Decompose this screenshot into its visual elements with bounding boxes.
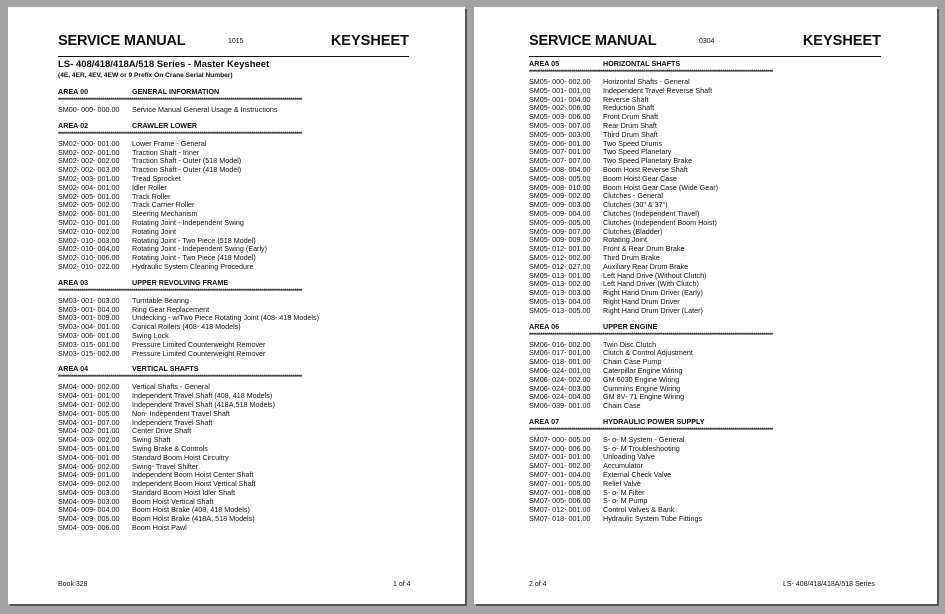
header-revision-code: 1015 (228, 38, 244, 45)
entry-title: Traction Shaft - Outer (518 Model) (132, 156, 242, 166)
entry-code: SM05- 012- 002.00 (529, 252, 591, 262)
entry-title: Cummins Engine Wiring (603, 383, 681, 393)
entry-code: SM03- 015- 002.00 (58, 348, 120, 358)
area-number: AREA 03 (58, 277, 89, 287)
entry-code: SM05- 005- 003.00 (529, 129, 591, 139)
entry-code: SM05- 002- 006.00 (529, 103, 591, 113)
entry-title: Center Drive Shaft (132, 426, 192, 436)
entry-title: Boom Hoist Reverse Shaft (603, 164, 688, 174)
entry-title: Ring Gear Replacement (132, 304, 210, 314)
entry-title: Conical Rollers (408- 418 Models) (132, 322, 241, 332)
area-name: UPPER REVOLVING FRAME (132, 277, 229, 287)
header-service-manual: SERVICE MANUAL (58, 33, 186, 49)
asterisk-separator: ****************************************************************************************************************************** (58, 288, 302, 295)
entry-title: Undecking - w/Two Piece Rotating Joint (408- 418 Models) (132, 313, 319, 323)
entry-title: Control Valves & Bank (603, 505, 675, 515)
entry-code: SM05- 007- 001.00 (529, 147, 591, 157)
entry-title: Clutches - General (603, 191, 663, 201)
entry-code: SM05- 008- 005.00 (529, 173, 591, 183)
entry-code: SM05- 008- 004.00 (529, 164, 591, 174)
entry-code: SM04- 006- 001.00 (58, 452, 120, 462)
entry-title: Auxiliary Rear Drum Brake (603, 261, 689, 271)
entry-title: Caterpillar Engine Wiring (603, 365, 683, 375)
entry-code: SM02- 010- 022.00 (58, 261, 120, 271)
entry-code: SM05- 009- 005.00 (529, 217, 591, 227)
area-name: GENERAL INFORMATION (132, 87, 220, 96)
entry-code: SM05- 006- 001.00 (529, 138, 591, 148)
area-list (58, 88, 409, 533)
area-name: HYDRAULIC POWER SUPPLY (603, 416, 705, 426)
entry-code: SM07- 001- 001.00 (529, 452, 591, 462)
entry-title: Boom Hoist Brake (418A, 518 Models) (132, 514, 255, 524)
keysheet-entry (58, 524, 409, 533)
asterisk-separator: ****************************************************************************************************************************** (58, 98, 302, 104)
entry-title: Swing Brake & Controls (132, 443, 208, 453)
entry-code: SM07- 001- 008.00 (529, 487, 591, 497)
entry-title: Standard Boom Hoist Idler Shaft (132, 487, 236, 497)
area-number: AREA 00 (58, 87, 89, 96)
area-heading (529, 60, 881, 69)
entry-code: SM07- 012- 001.00 (529, 505, 591, 515)
area-heading (58, 365, 409, 374)
entry-title: S- o- M System - General (603, 434, 685, 444)
entry-title: Swing Lock (132, 330, 169, 340)
entry-code: SM07- 001- 002.00 (529, 461, 591, 471)
page-body (58, 59, 409, 533)
entry-title: Independent Travel Shaft (418A,518 Models) (132, 399, 276, 409)
entry-code: SM05- 000- 002.00 (529, 77, 591, 86)
area-name: HORIZONTAL SHAFTS (603, 59, 681, 68)
asterisk-separator: ****************************************************************************************************************************** (529, 332, 773, 339)
entry-title: Reduction Shaft (603, 103, 655, 113)
entry-code: SM02- 010- 004.00 (58, 244, 120, 254)
entry-title: Tread Sprocket (132, 173, 181, 183)
entry-title: Swing Shaft (132, 435, 171, 445)
entry-title: Rotating Joint - Two Piece (518 Model) (132, 235, 256, 245)
entry-title: Two Speed Planetary (603, 147, 672, 157)
entry-title: Reverse Shaft (603, 94, 649, 104)
area-name: VERTICAL SHAFTS (132, 364, 199, 374)
entry-title: Independent Boom Hoist Vertical Shaft (132, 479, 256, 489)
entry-title: Rotating Joint - Independent Swing (Early) (132, 244, 268, 254)
entry-code: SM04- 006- 002.00 (58, 461, 120, 471)
entry-title: Traction Shaft - Inner (132, 147, 200, 157)
entry-code: SM06- 039- 001.00 (529, 401, 591, 411)
entry-code: SM05- 013- 005.00 (529, 305, 591, 315)
entry-code: SM04- 002- 001.00 (58, 426, 120, 436)
entry-title: GM 6030 Engine Wiring (603, 374, 680, 384)
entry-title: Boom Hoist Gear Case (Wide Gear) (603, 182, 719, 192)
entry-title: Unloading Valve (603, 452, 655, 462)
entry-code: SM07- 000- 005.00 (529, 434, 591, 444)
page-header (529, 32, 881, 57)
document-title: LS- 408/418/418A/518 Series - Master Keysheet (58, 59, 270, 70)
header-keysheet: KEYSHEET (330, 33, 409, 49)
entry-title: Service Manual General Usage & Instructions (132, 105, 278, 114)
entry-title: Pressure Limited Counterweight Remover (132, 348, 266, 358)
entry-title: Rotating Joint - Two Piece (418 Model) (132, 253, 256, 263)
entry-title: Left Hand Drive (Without Clutch) (603, 270, 707, 280)
asterisk-separator: ****************************************************************************************************************************** (58, 375, 302, 382)
page-header (58, 32, 409, 57)
entry-code: SM00- 000- 000.00 (58, 105, 120, 114)
entry-title: Right Hand Drum Driver (Later) (603, 305, 703, 315)
keysheet-entry (58, 350, 409, 359)
entry-code: SM02- 000- 001.00 (58, 138, 120, 148)
entry-code: SM05- 013- 004.00 (529, 296, 591, 306)
document-subtitle: (4E, 4ER, 4EV, 4EW or 9 Prefix On Crane Serial Number) (58, 72, 233, 79)
entry-title: S- o- M Troubleshooting (603, 443, 680, 453)
entry-code: SM04- 009- 003.00 (58, 496, 120, 506)
asterisk-separator: ****************************************************************************************************************************** (529, 70, 773, 76)
entry-code: SM04- 005- 001.00 (58, 443, 120, 453)
entry-code: SM05- 001- 004.00 (529, 94, 591, 104)
entry-code: SM04- 009- 003.00 (58, 487, 120, 497)
entry-code: SM07- 001- 004.00 (529, 470, 591, 480)
entry-title: Rotating Joint (132, 226, 176, 236)
entry-code: SM06- 024- 003.00 (529, 383, 591, 393)
area-name: UPPER ENGINE (603, 321, 658, 331)
keysheet-entry (58, 263, 409, 272)
area-number: AREA 06 (529, 321, 560, 331)
entry-code: SM05- 012- 027.00 (529, 261, 591, 271)
entry-code: SM02- 002- 001.00 (58, 147, 120, 157)
entry-title: Independent Boom Hoist Center Shaft (132, 470, 254, 480)
entry-code: SM02- 005- 001.00 (58, 191, 120, 201)
area-heading (58, 88, 409, 97)
entry-title: GM 8V- 71 Engine Wiring (603, 392, 685, 402)
entry-code: SM07- 000- 006.00 (529, 443, 591, 453)
entry-title: Clutch & Control Adjustment (603, 348, 693, 358)
entry-code: SM06- 024- 002.00 (529, 374, 591, 384)
entry-title: Front & Rear Drum Brake (603, 244, 685, 254)
keysheet-entry (529, 402, 881, 411)
entry-code: SM03- 006- 001.00 (58, 330, 120, 340)
entry-title: Horizontal Shafts - General (603, 77, 690, 86)
entry-code: SM07- 005- 006.00 (529, 496, 591, 506)
entry-code: SM05- 007- 007.00 (529, 156, 591, 166)
entry-code: SM07- 018- 001.00 (529, 514, 591, 524)
entry-title: Right Hand Drum Driver (603, 296, 680, 306)
entry-code: SM05- 003- 007.00 (529, 120, 591, 130)
entry-title: Hydraulic System Cleaning Procedure (132, 261, 254, 271)
entry-code: SM04- 000- 002.00 (58, 382, 120, 392)
entry-title: Third Drum Shaft (603, 129, 658, 139)
entry-code: SM02- 010- 002.00 (58, 226, 120, 236)
entry-title: Track Roller (132, 191, 171, 201)
entry-code: SM04- 001- 002.00 (58, 399, 120, 409)
entry-title: External Check Valve (603, 470, 672, 480)
document-page-1 (8, 7, 465, 604)
keysheet-entry (58, 106, 409, 115)
footer-series: LS- 408/418/418A/518 Series (783, 581, 875, 588)
area-name: CRAWLER LOWER (132, 120, 198, 130)
entry-code: SM02- 006- 001.00 (58, 209, 120, 219)
entry-title: Clutches (Independent Boom Hoist) (603, 217, 717, 227)
entry-code: SM07- 001- 005.00 (529, 478, 591, 488)
entry-title: Rotating Joint - Independent Swing (132, 217, 244, 227)
entry-code: SM05- 009- 004.00 (529, 208, 591, 218)
entry-title: Lower Frame - General (132, 138, 207, 148)
keysheet-entry (529, 307, 881, 316)
entry-code: SM02- 004- 001.00 (58, 182, 120, 192)
entry-title: Non- Independent Travel Shaft (132, 408, 230, 418)
document-page-2 (474, 7, 937, 604)
entry-title: Independent Travel Shaft (408, 418 Models) (132, 391, 273, 401)
entry-code: SM05- 003- 006.00 (529, 112, 591, 122)
footer-page-number: 1 of 4 (393, 581, 411, 588)
entry-title: Right Hand Drum Driver (Early) (603, 288, 703, 298)
entry-title: S- o- M Filter (603, 487, 645, 497)
entry-code: SM04- 009- 004.00 (58, 505, 120, 515)
entry-title: Steering Mechanism (132, 209, 198, 219)
entry-title: Boom Hoist Vertical Shaft (132, 496, 214, 506)
entry-title: Turntable Bearing (132, 295, 189, 305)
header-service-manual: SERVICE MANUAL (529, 33, 657, 49)
entry-title: Chain Case (603, 401, 641, 411)
entry-title: Two Speed Drums (603, 138, 663, 148)
entry-title: Standard Boom Hoist Circuitry (132, 452, 229, 462)
area-list (529, 60, 881, 524)
entry-code: SM05- 009- 007.00 (529, 226, 591, 236)
entry-title: Traction Shaft - Outer (418 Model) (132, 165, 242, 175)
entry-title: Twin Disc Clutch (603, 339, 657, 349)
entry-title: Track Carrier Roller (132, 200, 195, 210)
entry-code: SM06- 016- 002.00 (529, 339, 591, 349)
header-revision-code: 0304 (699, 38, 715, 45)
entry-title: Swing- Travel Shifter (132, 461, 199, 471)
entry-code: SM06- 024- 001.00 (529, 365, 591, 375)
entry-code: SM02- 010- 003.00 (58, 235, 120, 245)
entry-title: Vertical Shafts - General (132, 382, 210, 392)
entry-title: Boom Hoist Pawl (132, 523, 187, 533)
entry-code: SM05- 013- 002.00 (529, 279, 591, 289)
entry-code: SM04- 001- 007.00 (58, 417, 120, 427)
asterisk-separator: ****************************************************************************************************************************** (58, 131, 302, 138)
area-number: AREA 07 (529, 416, 560, 426)
entry-code: SM03- 001- 009.00 (58, 313, 120, 323)
entry-title: Accumulator (603, 461, 643, 471)
entry-code: SM06- 018- 001.00 (529, 357, 591, 367)
entry-title: Clutches (Bladder) (603, 226, 663, 236)
entry-title: Left Hand Driver (With Clutch) (603, 279, 699, 289)
area-heading (58, 122, 409, 131)
entry-code: SM04- 009- 005.00 (58, 514, 120, 524)
entry-code: SM05- 013- 003.00 (529, 288, 591, 298)
entry-code: SM02- 002- 003.00 (58, 165, 120, 175)
entry-code: SM04- 001- 001.00 (58, 391, 120, 401)
entry-code: SM04- 001- 005.00 (58, 408, 120, 418)
area-heading (529, 323, 881, 332)
entry-code: SM02- 005- 002.00 (58, 200, 120, 210)
entry-code: SM05- 009- 003.00 (529, 200, 591, 210)
entry-code: SM05- 008- 010.00 (529, 182, 591, 192)
entry-title: Boom Hoist Brake (408, 418 Models) (132, 505, 250, 515)
footer-book: Book 328 (58, 581, 88, 588)
entry-title: Rotating Joint (603, 235, 647, 245)
entry-code: SM02- 010- 006.00 (58, 253, 120, 263)
entry-title: Chain Case Pump (603, 357, 662, 367)
footer-page-number: 2 of 4 (529, 581, 547, 588)
area-number: AREA 05 (529, 59, 560, 68)
entry-title: Clutches (Independent Travel) (603, 208, 700, 218)
area-heading (529, 418, 881, 427)
entry-title: Front Drum Shaft (603, 112, 659, 122)
entry-code: SM03- 015- 001.00 (58, 339, 120, 349)
entry-code: SM04- 003- 002.00 (58, 435, 120, 445)
asterisk-separator: ****************************************************************************************************************************** (529, 427, 773, 434)
entry-code: SM04- 009- 002.00 (58, 479, 120, 489)
entry-code: SM03- 001- 004.00 (58, 304, 120, 314)
entry-title: Independent Travel Reverse Shaft (603, 85, 713, 95)
entry-title: Rear Drum Shaft (603, 120, 657, 130)
area-number: AREA 02 (58, 120, 89, 130)
entry-title: Boom Hoist Gear Case (603, 173, 677, 183)
entry-code: SM05- 013- 001.00 (529, 270, 591, 280)
entry-code: SM05- 009- 009.00 (529, 235, 591, 245)
page-body (529, 60, 881, 524)
entry-code: SM02- 002- 002.00 (58, 156, 120, 166)
entry-title: Independent Travel Shaft (132, 417, 213, 427)
entry-code: SM02- 003- 001.00 (58, 173, 120, 183)
entry-title: Idler Roller (132, 182, 167, 192)
header-keysheet: KEYSHEET (802, 33, 881, 49)
entry-title: Third Drum Brake (603, 252, 660, 262)
entry-title: Two Speed Planetary Brake (603, 156, 693, 166)
entry-code: SM05- 012- 001.00 (529, 244, 591, 254)
keysheet-entry (529, 515, 881, 524)
area-number: AREA 04 (58, 364, 89, 374)
entry-title: Clutches (30" & 37") (603, 200, 668, 210)
entry-code: SM03- 004- 001.00 (58, 322, 120, 332)
entry-code: SM06- 024- 004.00 (529, 392, 591, 402)
entry-code: SM04- 009- 001.00 (58, 470, 120, 480)
entry-title: Pressure Limited Counterweight Remover (132, 339, 266, 349)
entry-title: Hydraulic System Tube Fittings (603, 514, 703, 524)
entry-code: SM02- 010- 001.00 (58, 217, 120, 227)
entry-code: SM05- 009- 002.00 (529, 191, 591, 201)
area-heading (58, 279, 409, 288)
entry-code: SM04- 009- 006.00 (58, 523, 120, 533)
entry-title: Relief Valve (603, 478, 641, 488)
entry-code: SM03- 001- 003.00 (58, 295, 120, 305)
entry-title: S- o- M Pump (603, 496, 648, 506)
entry-code: SM05- 001- 001.00 (529, 85, 591, 95)
entry-code: SM06- 017- 001.00 (529, 348, 591, 358)
